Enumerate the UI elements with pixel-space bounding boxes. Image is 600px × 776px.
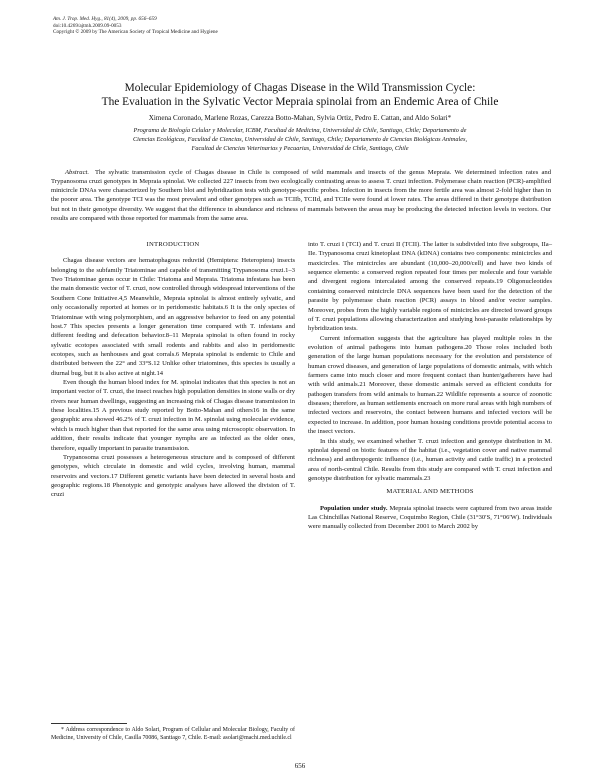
footnote-text: * Address correspondence to Aldo Solari, Program of Cellular and Molecular Biology, Faculty of Medicine, University of Chile, Casilla 70086, Santiago 7, Chile. E-mail: asolari@machi.med.uchile.cl: [51, 727, 295, 741]
section-heading-methods: MATERIAL AND METHODS: [386, 488, 474, 496]
article-title: [40, 81, 560, 110]
affiliation-line-3: Facultad de Ciencias Veterinarias y Pecuarias, Universidad de Chile, Santiago, Chile: [191, 145, 409, 153]
left-column: [51, 240, 295, 500]
section-heading-introduction: INTRODUCTION: [146, 241, 200, 248]
page-number: 656: [294, 762, 306, 770]
methods-subheading: Population under study.: [320, 504, 388, 512]
author-list: Ximena Coronado, Marlene Rozas, Carezza Botto-Mahan, Sylvia Ortiz, Pedro E. Cattan, and Aldo Solari*: [148, 114, 452, 122]
intro-paragraph-5: In this study, we examined whether T. cruzi infection and genotype distribution in M. spinolai depend on biotic features of the habitat (i.e., vegetation cover and native mammal richness) and anthropogenic influence (i.e., human activity and cattle traffic) in a protected area of north-central Chile. Results from this study are compared with T. cruzi infection and genotype distribution for sylvatic mammals.23: [308, 437, 552, 482]
abstract-heading: Abstract.: [65, 169, 89, 176]
affiliation-line-2: Ciencias Ecológicas, Facultad de Ciencias, Universidad de Chile, Santiago, Chile; Departamento de Ciencias Biológicas Animales,: [132, 136, 468, 144]
intro-paragraph-3-continued: into T. cruzi I (TCI) and T. cruzi II (TCII). The latter is subdivided into five subgroups, IIa–IIe. Trypanosoma cruzi kinetoplast DNA (kDNA) contains two components: minicircles and maxicircles. The minicircles are abundant (10,000–20,000/cell) and have two kinds of sequence elements: a conserved region repeated four times per molecule and four variable and divergent regions intercalated among the conserved repeats.19 Oligonucleotides containing conserved minicircle DNA sequences have been used for the detection of the parasite by polymerase chain reaction (PCR) assays in blood and/or vector samples. Moreover, probes from the highly variable regions of minicircles are directed toward groups of T. cruzi populations allowing characterization and studying host-parasite relationships by hybridization tests.: [308, 241, 552, 333]
doi: doi:10.4269/ajtmh.2009.09-0053: [53, 22, 122, 29]
right-column: [308, 240, 552, 532]
journal-header: [53, 16, 218, 36]
abstract: [51, 168, 551, 223]
affiliation-line-1: Programa de Biología Celular y Molecular, ICBM, Facultad de Medicina, Universidad de Chile, Santiago, Chile; Departamento de: [133, 127, 467, 134]
intro-paragraph-3: Trypanosoma cruzi possesses a heterogeneous structure and is composed of different genotypes, which circulate in domestic and wild cycles, involving human, mammal reservoirs and vectors.17 Different genetic variants have been detected in several hosts and geographic regions.18 Phenotypic and genotypic analyses have allowed the division of T. cruzi: [51, 453, 295, 499]
methods-paragraph-1: [308, 504, 552, 532]
footnote-rule: [51, 723, 127, 724]
correspondence-footnote: [51, 727, 295, 742]
intro-paragraph-4: Current information suggests that the agriculture has played multiple roles in the evolution of animal pathogens into human pathogens.20 Those roles included both generation of the large human populations necessary for the evolution and persistence of human crowd diseases, and generation of large populations of domestic animals, with which farmers came into much closer and more frequent contact than hunter/gatherers have had with wild animals.21 Moreover, these domestic animals served as efficient conduits for pathogen transfers from wild animals to human.22 Wildlife represents a source of zoonotic diseases; therefore, as human settlements encroach on more rural areas with high numbers of infected vectors and reservoirs, the contact between humans and infected vectors will be expected to increase. In addition, poor human housing conditions provide potential access to the insect vectors.: [308, 334, 552, 436]
abstract-text: The sylvatic transmission cycle of Chagas disease in Chile is composed of wild mammals and insects of the genus Mepraia. We determined infection rates and Trypanosoma cruzi genotypes in Mepraia spinolai. We collected 227 insects from two ecologically contrasting areas to assess T. cruzi infection. Polymerase chain reaction (PCR)-amplified minicircle DNAs were characterized by Southern blot and hybridization tests with genotype-specific probes. Infection in insects from the more fertile area was almost 2-fold higher than in the poorer area. The genotype TCI was the most prevalent and other genotypes such as TCIIb, TCIId, and TCIIe were found at lower rates. The areas differed in their genotype distribution but not in their genotype diversity. We suggest that the difference in abundance and richness of mammals between the areas may be producing the detected infection levels in vectors. Our results are compared with those reported for mammals from the same area.: [51, 169, 551, 222]
intro-paragraph-1: Chagas disease vectors are hematophagous reduviid (Hemiptera: Heteroptera) insects belonging to the subfamily Triatominae and capable of transmitting Trypanosoma cruzi.1–3 Two Triatominae genus occur in Chile: Triatoma and Mepraia. Triatoma infestans has been the main domestic vector of T. cruzi, now controlled through widespread interventions of the Southern Cone Initiative.4,5 Meanwhile, Mepraia spinolai is almost entirely sylvatic, and only occasionally reported at homes or in peridomestic habitats.6 It is the only species of Triatominae with wing polymorphism, and an aggressive behavior to feed on any potential host.7 This species presents a longer generation time compared with T. infestans and different feeding and defecation behavior.8–11 Mepraia spinolai is often found in rocky sylvatic ecotopes associated with small rodents and rabbits and also in peridomestic ecotopes, such as henhouses and goat corrals.6 Mepraia spinolai is endemic to Chile and distributed between the 22° and 33°S.12 Unlike other triatomines, this species is usually a diurnal bug, but it is also active at night.14: [51, 257, 295, 377]
intro-paragraph-2: Even though the human blood index for M. spinolai indicates that this species is not an important vector of T. cruzi, the insect reaches high population densities in stone walls or dry rivers near human dwellings, suggesting an increasing risk of Chagas disease transmission in these localities.15 A previous study reported by Botto-Mahan and others16 in the same geographic area showed 46.2% of T. cruzi infection in M. spinolai using molecular evidence, which is much higher than that reported for the same area using microscopic observation. In addition, their results indicate that younger nymphs are as infected as the older ones, therefore, equally important in parasite transmission.: [51, 379, 295, 452]
affiliations: [58, 126, 542, 154]
title-line-1: Molecular Epidemiology of Chagas Disease in the Wild Transmission Cycle:: [124, 82, 476, 94]
journal-citation: Am. J. Trop. Med. Hyg., 81(4), 2009, pp. 656–659: [53, 16, 157, 22]
methods-text: Mepraia spinolai insects were captured from two areas inside Las Chinchillas National Reserve, Coquimbo Region, Chile (31°30′S, 71°06′W). Individuals were manually collected from December 2001 to March 2002 by: [308, 504, 553, 531]
copyright: Copyright © 2009 by The American Society of Tropical Medicine and Hygiene: [53, 29, 218, 36]
title-line-2: The Evaluation in the Sylvatic Vector Mepraia spinolai from an Endemic Area of Chile: [101, 96, 499, 109]
